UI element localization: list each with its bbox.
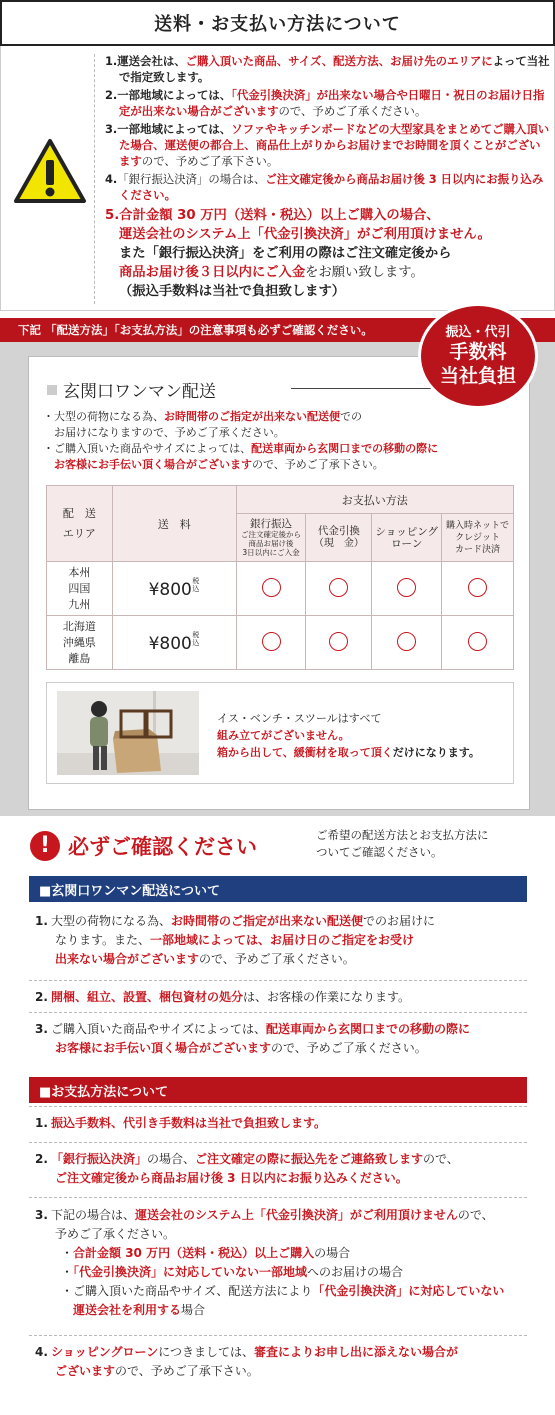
payment-section-item-segment: ので、予めご了承下さい。	[115, 1364, 259, 1378]
confirm-note-line1: ご希望の配送方法とお支払方法に	[316, 828, 489, 842]
delivery-section-item-segment: お時間帯のご指定が出来ない配送便	[171, 914, 364, 928]
payment-head-sub: ご注文確定後から 商品お届け後 3日以内にご入金	[241, 530, 301, 557]
payment-section-item-segment: ご注文確定後から商品お届け後 3 日以内にお振り込みください。	[55, 1171, 408, 1185]
warning-item-number: 4.	[105, 172, 118, 187]
warning-icon	[13, 138, 87, 204]
warning-section	[0, 46, 555, 311]
delivery-section-item-line	[51, 1020, 527, 1039]
fee-table-header-payment: お支払い方法	[236, 486, 513, 514]
warning-item-text: ご注文確定後から商品お届け後 3 日以内に	[265, 172, 487, 187]
delivery-card-title-text: 玄関口ワンマン配送	[63, 382, 216, 402]
payment-section-item-segment: ので、	[457, 1208, 494, 1222]
item-separator	[29, 1012, 527, 1013]
delivery-note-line	[43, 441, 523, 457]
payment-section-item-segment: 運送会社を利用する	[61, 1303, 182, 1317]
payment-section-item-text	[51, 1343, 527, 1381]
payment-section-item-segment: ございます	[55, 1364, 116, 1378]
payment-section-item-segment: 「銀行振込決済」	[51, 1152, 148, 1166]
warning-item-2	[105, 88, 551, 119]
delivery-section-item-line	[51, 950, 527, 969]
fee-table-available	[306, 616, 372, 670]
fee-table-available	[372, 616, 442, 670]
available-circle-icon	[397, 578, 416, 597]
delivery-section-item-line	[51, 931, 527, 950]
warning-item-number: 3.	[105, 122, 118, 137]
payment-section-item-segment: 振込手数料、代引き手数料は当社で負担致します。	[51, 1116, 327, 1130]
section-delivery-bar	[29, 876, 527, 902]
confirm-heading	[30, 828, 257, 864]
available-circle-icon	[262, 632, 281, 651]
payment-head-sub: （現 金）	[313, 537, 364, 549]
delivery-section-item-segment: ので、予めご了承ください。	[271, 1041, 427, 1055]
fee-table-available	[372, 562, 442, 616]
fee-badge-line2: 手数料	[449, 341, 507, 363]
fee-badge-line1: 振込・代引	[445, 325, 511, 340]
warning-item-text: 頂くことがございます	[119, 137, 541, 168]
warning-item-text: ので、予めご了承下さい。	[141, 153, 279, 168]
delivery-section-item-segment: 配送車両から玄関口までの移動の際に	[266, 1022, 471, 1036]
warning-item-number: 1.	[105, 54, 118, 68]
product-note-line3	[217, 744, 480, 761]
payment-section-item-segment: 審査によりお申し出に添えない場合が	[254, 1345, 459, 1359]
payment-section-item-line	[51, 1263, 527, 1282]
fee-table-payment-head	[236, 514, 306, 562]
delivery-section-item-segment: 一部地域によっては、お届け日のご指定をお受け	[150, 933, 415, 947]
item-separator	[29, 980, 527, 981]
payment-section-item-line	[51, 1206, 527, 1225]
payment-head-label: 代金引換	[317, 524, 360, 537]
payment-section-item-segment: ・	[61, 1246, 74, 1260]
payment-head-label: 銀行振込	[250, 518, 292, 530]
payment-section-item-text	[51, 1150, 527, 1188]
warning-item-text: ので、予めご了承ください。	[278, 103, 427, 118]
warning-item-text: 「銀行振込決済」の場合は、	[117, 172, 266, 187]
product-note-line3-red: 箱から出して、緩衝材を取って頂く	[217, 746, 393, 759]
payment-section-item-line	[51, 1282, 527, 1301]
payment-section-item-segment: ショッピングローン	[51, 1345, 159, 1359]
fee-table-available	[236, 562, 306, 616]
warning-item-text: 一部地域によっては、	[117, 122, 232, 137]
fee-table-fee	[112, 562, 236, 616]
warning-item-number: 2.	[105, 88, 118, 103]
warning-item-5-line1: 5.合計金額 30 万円（送料・税込）以上ご購入の場合、	[105, 208, 440, 224]
payment-section-item-number: 1.	[35, 1116, 48, 1130]
delivery-section-item-line	[51, 912, 527, 931]
payment-section-item-segment: ・	[61, 1265, 74, 1279]
warning-item-5-line3-text: また「銀行振込決済」をご利用の際はご注文確定後から	[119, 246, 452, 262]
section-delivery-title: ■玄関口ワンマン配送について	[39, 883, 221, 899]
delivery-section-item-segment: 出来ない場合がございます	[55, 952, 200, 966]
delivery-section-item-segment: ので、予めご了承ください。	[199, 952, 355, 966]
delivery-note-text: お時間帯のご指定が出来ない配送便	[164, 410, 340, 423]
delivery-note-text: ので、予めご了承下さい。	[252, 458, 384, 471]
item-separator	[29, 1197, 527, 1198]
delivery-section-item-number: 3.	[35, 1022, 48, 1036]
warning-item-5-line4	[105, 263, 551, 282]
payment-section-item-segment: 下記の場合は、	[51, 1208, 136, 1222]
product-note-line3-normal: だけになります。	[392, 746, 480, 759]
fee-table-payment-head	[442, 514, 514, 562]
delivery-section-item-number: 1.	[35, 914, 48, 928]
warning-item-text: お振り込みください。	[119, 172, 544, 202]
warning-item-5-line5: （振込手数料は当社で負担致します）	[119, 284, 346, 300]
available-circle-icon	[397, 632, 416, 651]
page-title-text: 送料・お支払い方法について	[154, 14, 401, 35]
tax-label: 税込	[192, 631, 200, 647]
fee-table-available	[236, 616, 306, 670]
page-title	[0, 0, 555, 46]
payment-section-item-line	[51, 1343, 527, 1362]
delivery-section-item-segment: ご購入頂いた商品やサイズによっては、	[51, 1022, 267, 1036]
warning-item-5-line2: 運送会社のシステム上「代金引換決済」がご利用頂けません。	[119, 227, 491, 243]
payment-section-item-line	[51, 1150, 527, 1169]
notice-band-text: 下記 「配送方法」「お支払方法」の注意事項も必ずご確認ください。	[18, 323, 373, 337]
exclamation-icon: !	[30, 831, 60, 861]
delivery-section-item-segment: でのお届けに	[363, 914, 436, 928]
product-note-line2: 組み立てがございません。	[217, 729, 350, 742]
section-payment-bar	[29, 1077, 527, 1103]
payment-section-item-segment: 場合	[181, 1303, 206, 1317]
delivery-note-line	[43, 457, 523, 473]
confirm-note-line2: ついてご確認ください。	[316, 845, 443, 859]
warning-item-4	[105, 172, 551, 203]
payment-section-item-line	[51, 1362, 527, 1381]
payment-section-item-3	[29, 1206, 527, 1320]
item-separator	[29, 1142, 527, 1143]
fee-table-fee	[112, 616, 236, 670]
fee-table-area: 北海道 沖縄県 離島	[47, 616, 113, 670]
warning-item-text: よって当社で指定致します。	[119, 54, 550, 84]
product-note-text	[217, 710, 480, 761]
payment-section-item-text	[51, 1206, 527, 1320]
delivery-note-text: お客様にお手伝い頂く場合がございます	[43, 458, 252, 471]
warning-item-5	[105, 206, 551, 301]
fee-table-available	[442, 562, 514, 616]
warning-item-3	[105, 122, 551, 169]
payment-section-item-line	[51, 1225, 527, 1244]
available-circle-icon	[468, 632, 487, 651]
product-note-line1: イス・ベンチ・スツールはすべて	[217, 712, 382, 725]
fee-table-available	[442, 616, 514, 670]
warning-item-1	[105, 54, 551, 85]
delivery-note-text: ・大型の荷物になる為、	[43, 410, 164, 423]
available-circle-icon	[329, 578, 348, 597]
section-payment-title: ■お支払方法について	[39, 1084, 169, 1100]
warning-item-text: 運送会社は、	[117, 54, 186, 68]
fee-badge-line3: 当社負担	[439, 365, 516, 387]
delivery-note-text: 配送車両から玄関口までの移動の際に	[251, 442, 439, 455]
payment-section-item-segment: 「代金引換決済」に対応していない	[312, 1284, 505, 1298]
item-separator	[29, 1106, 527, 1107]
product-photo	[57, 691, 199, 775]
delivery-section-item-segment: は、お客様の作業になります。	[243, 990, 411, 1004]
fee-table-header-fee: 送 料	[112, 486, 236, 562]
warning-item-text: 一部地域によっては、	[117, 88, 232, 103]
payment-head-label: 購入時ネットで クレジット カード決済	[446, 520, 510, 555]
payment-section-item-1	[29, 1114, 527, 1133]
payment-section-item-segment: ので、	[423, 1152, 459, 1166]
payment-section-item-segment: につきましては、	[158, 1345, 255, 1359]
warning-divider	[94, 54, 95, 304]
warning-item-text: ソファやキッチンボードなどの大型家具をまとめて	[231, 122, 493, 137]
payment-section-item-line	[51, 1169, 527, 1188]
payment-section-item-4	[29, 1343, 527, 1381]
tax-label: 税込	[192, 577, 200, 593]
payment-head-label: ショッピング ローン	[375, 525, 438, 550]
payment-section-item-number: 2.	[35, 1152, 48, 1166]
delivery-section-item-2	[29, 988, 527, 1007]
payment-section-item-segment: の場合	[314, 1246, 351, 1260]
delivery-section-item-segment: 開梱、組立、設置、梱包資材の処分	[51, 990, 244, 1004]
available-circle-icon	[262, 578, 281, 597]
delivery-card-notes	[43, 409, 523, 473]
product-note-box	[46, 682, 514, 784]
fee-value: ¥800	[148, 580, 192, 600]
square-bullet-icon	[47, 385, 57, 395]
payment-section-item-line	[51, 1244, 527, 1263]
payment-section-item-segment: の場合、	[147, 1152, 196, 1166]
warning-item-text: 「代金引換決済」が出来ない場合や日曜日・祝日の	[231, 88, 488, 103]
payment-section-item-number: 3.	[35, 1208, 48, 1222]
payment-section-item-segment: 「代金引換決済」に対応していない一部地域	[73, 1265, 308, 1279]
delivery-note-line	[43, 425, 523, 441]
payment-section-item-text	[51, 1114, 527, 1133]
delivery-note-line	[43, 409, 523, 425]
payment-section-item-segment: 合計金額 30 万円（送料・税込）以上ご購入	[73, 1246, 315, 1260]
delivery-section-item-text	[51, 988, 527, 1007]
delivery-section-item-3	[29, 1020, 527, 1058]
delivery-card-title	[47, 377, 216, 402]
confirm-note	[316, 827, 489, 861]
warning-item-text: お届け日指定が出来ない場合がございます	[119, 88, 545, 118]
fee-table-header-area: 配 送 エリア	[47, 486, 113, 562]
payment-section-item-segment: へのお届けの場合	[307, 1265, 404, 1279]
item-separator	[29, 1335, 527, 1336]
fee-table-payment-head	[372, 514, 442, 562]
warning-item-text: ご購入頂いた場合、運送便の都合上、商品仕上がりからお届けまでお時間を	[119, 122, 550, 152]
delivery-section-item-1	[29, 912, 527, 969]
available-circle-icon	[329, 632, 348, 651]
warning-item-5-line4-red: 商品お届け後３日以内にご入金	[119, 265, 306, 281]
delivery-section-item-line	[51, 1039, 527, 1058]
available-circle-icon	[468, 578, 487, 597]
delivery-note-text: ・ご購入頂いた商品やサイズによっては、	[43, 442, 252, 455]
confirm-title: 必ずご確認ください	[68, 835, 257, 859]
warning-item-5-line4-normal: をお願い致します。	[305, 265, 424, 281]
delivery-section-item-segment: 大型の荷物になる為、	[51, 914, 172, 928]
payment-section-item-segment: ご注文確定の際に振込先をご連絡致します	[195, 1152, 424, 1166]
delivery-section-item-number: 2.	[35, 990, 48, 1004]
delivery-note-text: お届けになりますので、予めご了承ください。	[43, 426, 285, 439]
payment-section-item-segment: ・ご購入頂いた商品やサイズ、配送方法により	[61, 1284, 313, 1298]
delivery-card	[28, 356, 530, 810]
payment-section-item-2	[29, 1150, 527, 1188]
fee-table	[46, 485, 514, 670]
payment-section-item-segment: 運送会社のシステム上「代金引換決済」がご利用頂けません	[135, 1208, 458, 1222]
delivery-section-item-line	[51, 988, 527, 1007]
delivery-note-text: での	[340, 410, 362, 423]
payment-section-item-line	[51, 1114, 527, 1133]
delivery-section-item-segment: お客様にお手伝い頂く場合がございます	[55, 1041, 272, 1055]
delivery-section-item-text	[51, 1020, 527, 1058]
fee-table-area: 本州 四国 九州	[47, 562, 113, 616]
delivery-section-item-text	[51, 912, 527, 969]
warning-list	[105, 54, 551, 301]
payment-section-item-segment: 予めご了承ください。	[55, 1227, 176, 1241]
fee-table-available	[306, 562, 372, 616]
fee-badge	[418, 303, 538, 409]
delivery-section-item-segment: なります。また、	[55, 933, 151, 947]
warning-item-text: ご購入頂いた商品、サイズ、配送方法、お届け先のエリアに	[185, 54, 493, 68]
payment-section-item-line	[51, 1301, 527, 1320]
fee-table-payment-head	[306, 514, 372, 562]
fee-value: ¥800	[148, 634, 192, 654]
warning-item-5-line3	[105, 244, 551, 263]
payment-section-item-number: 4.	[35, 1345, 48, 1359]
